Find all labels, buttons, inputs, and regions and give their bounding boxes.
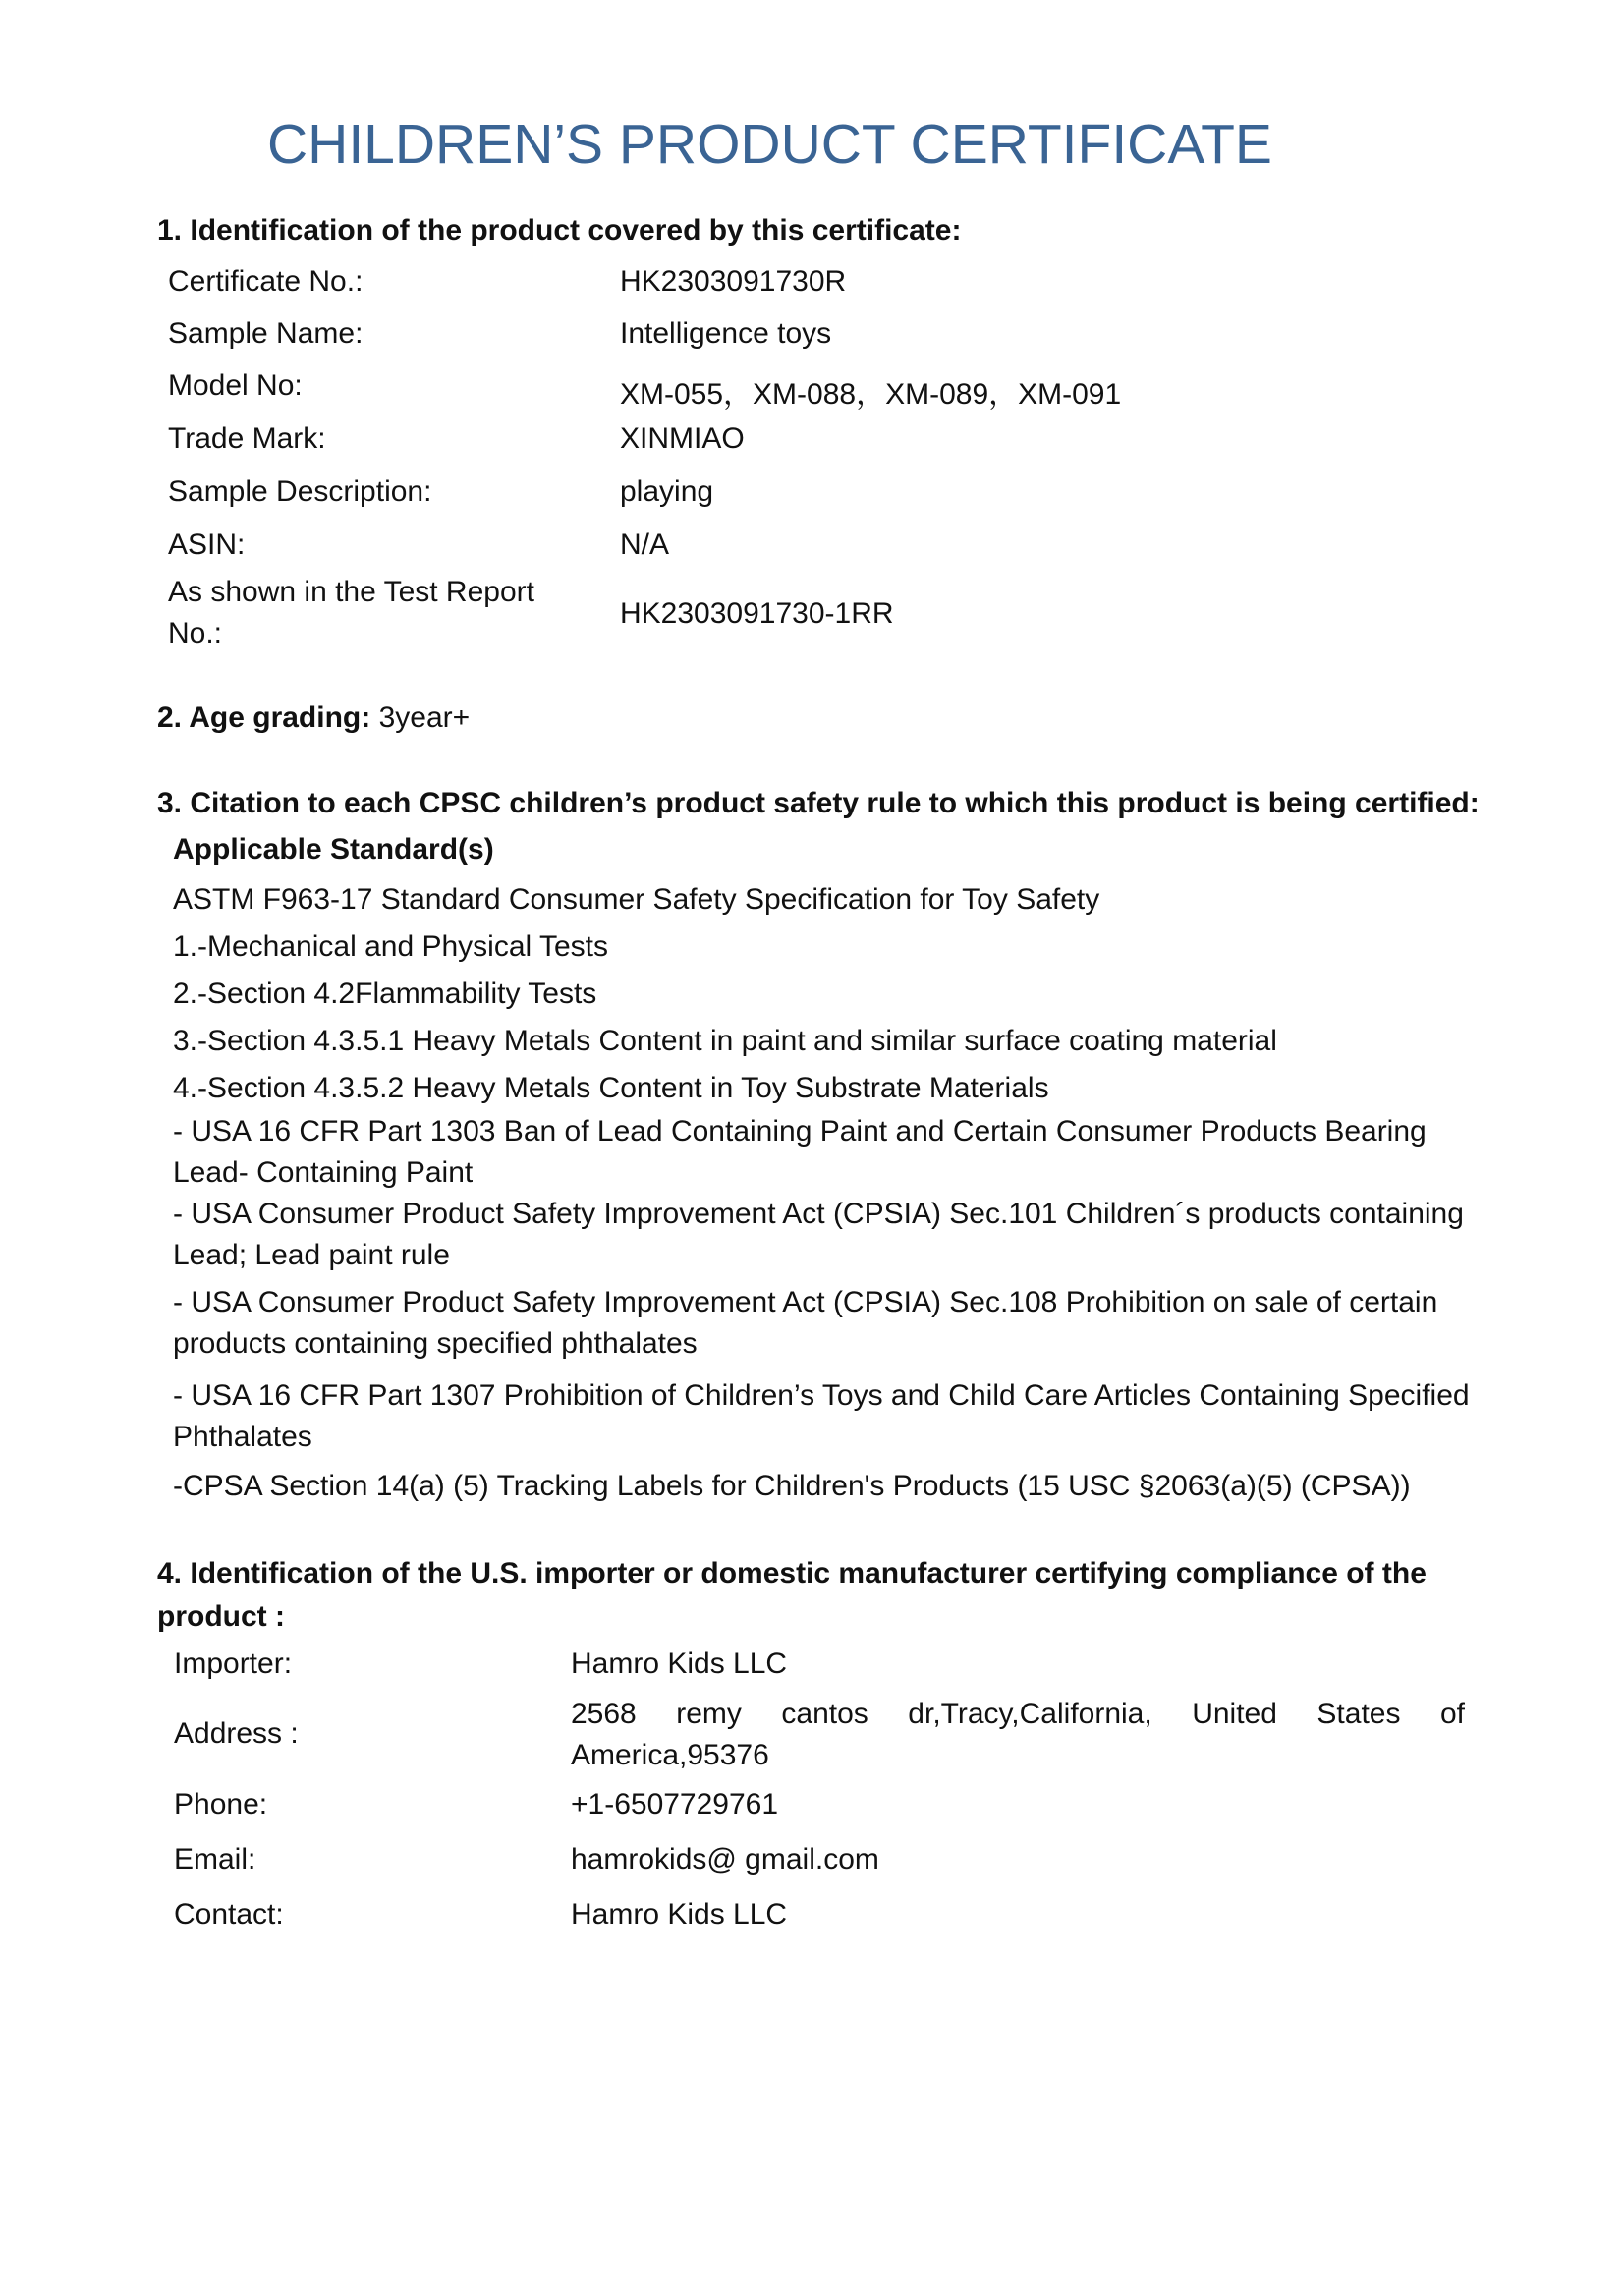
model-no-value: XM-055，XM-088，XM-089，XM-091	[620, 378, 1122, 411]
age-grading-value: 3year+	[378, 701, 471, 734]
standard-line: 2.-Section 4.2Flammability Tests	[173, 978, 597, 1010]
trade-mark-value: XINMIAO	[620, 422, 745, 455]
applicable-standards-heading: Applicable Standard(s)	[173, 833, 494, 866]
contact-value: Hamro Kids LLC	[571, 1898, 788, 1931]
page-title: CHILDREN’S PRODUCT CERTIFICATE	[267, 113, 1272, 176]
standard-line: 1.-Mechanical and Physical Tests	[173, 930, 608, 963]
sample-description-label: Sample Description:	[168, 476, 432, 508]
phone-value: +1-6507729761	[571, 1788, 779, 1820]
standard-line: - USA 16 CFR Part 1307 Prohibition of Children’s Toys and Child Care Articles Containing Specified Phthalates	[173, 1379, 1470, 1453]
age-grading-label: 2. Age grading:	[157, 701, 371, 734]
certificate-no-value: HK2303091730R	[620, 265, 847, 298]
section-1-heading: 1. Identification of the product covered by this certificate:	[157, 214, 962, 247]
phone-label: Phone:	[174, 1788, 268, 1820]
standard-line: - USA Consumer Product Safety Improvement Act (CPSIA) Sec.101 Children´s products containing Lead; Lead paint rule	[173, 1198, 1464, 1271]
address-value: 2568 remy cantos dr,Tracy,California, United States of America,95376	[571, 1698, 1465, 1771]
test-report-value: HK2303091730-1RR	[620, 597, 894, 630]
section-4-heading: 4. Identification of the U.S. importer or domestic manufacturer certifying compliance of the product :	[157, 1557, 1427, 1633]
email-value: hamrokids@ gmail.com	[571, 1843, 879, 1875]
sample-name-value: Intelligence toys	[620, 317, 832, 350]
importer-label: Importer:	[174, 1648, 293, 1680]
certificate-no-label: Certificate No.:	[168, 265, 364, 298]
standard-line: ASTM F963-17 Standard Consumer Safety Specification for Toy Safety	[173, 883, 1100, 916]
section-2-heading	[157, 701, 470, 735]
asin-value: N/A	[620, 529, 670, 561]
trade-mark-label: Trade Mark:	[168, 422, 326, 455]
email-label: Email:	[174, 1843, 256, 1875]
importer-value: Hamro Kids LLC	[571, 1648, 788, 1680]
standard-line: - USA 16 CFR Part 1303 Ban of Lead Containing Paint and Certain Consumer Products Bearing Lead- Containing Paint	[173, 1115, 1427, 1189]
contact-label: Contact:	[174, 1898, 284, 1931]
standard-line: -CPSA Section 14(a) (5) Tracking Labels for Children's Products (15 USC §2063(a)(5) (CPSA))	[173, 1470, 1411, 1502]
sample-name-label: Sample Name:	[168, 317, 364, 350]
section-3-heading: 3. Citation to each CPSC children’s product safety rule to which this product is being certified:	[157, 787, 1480, 819]
model-no-label: Model No:	[168, 369, 303, 402]
test-report-label: As shown in the Test Report No.:	[168, 576, 534, 649]
standard-line: 3.-Section 4.3.5.1 Heavy Metals Content in paint and similar surface coating material	[173, 1025, 1277, 1057]
standard-line: - USA Consumer Product Safety Improvement Act (CPSIA) Sec.108 Prohibition on sale of certain products containing specified phthalates	[173, 1286, 1438, 1360]
standard-line: 4.-Section 4.3.5.2 Heavy Metals Content in Toy Substrate Materials	[173, 1072, 1049, 1104]
asin-label: ASIN:	[168, 529, 246, 561]
address-label: Address :	[174, 1717, 299, 1750]
sample-description-value: playing	[620, 476, 714, 508]
